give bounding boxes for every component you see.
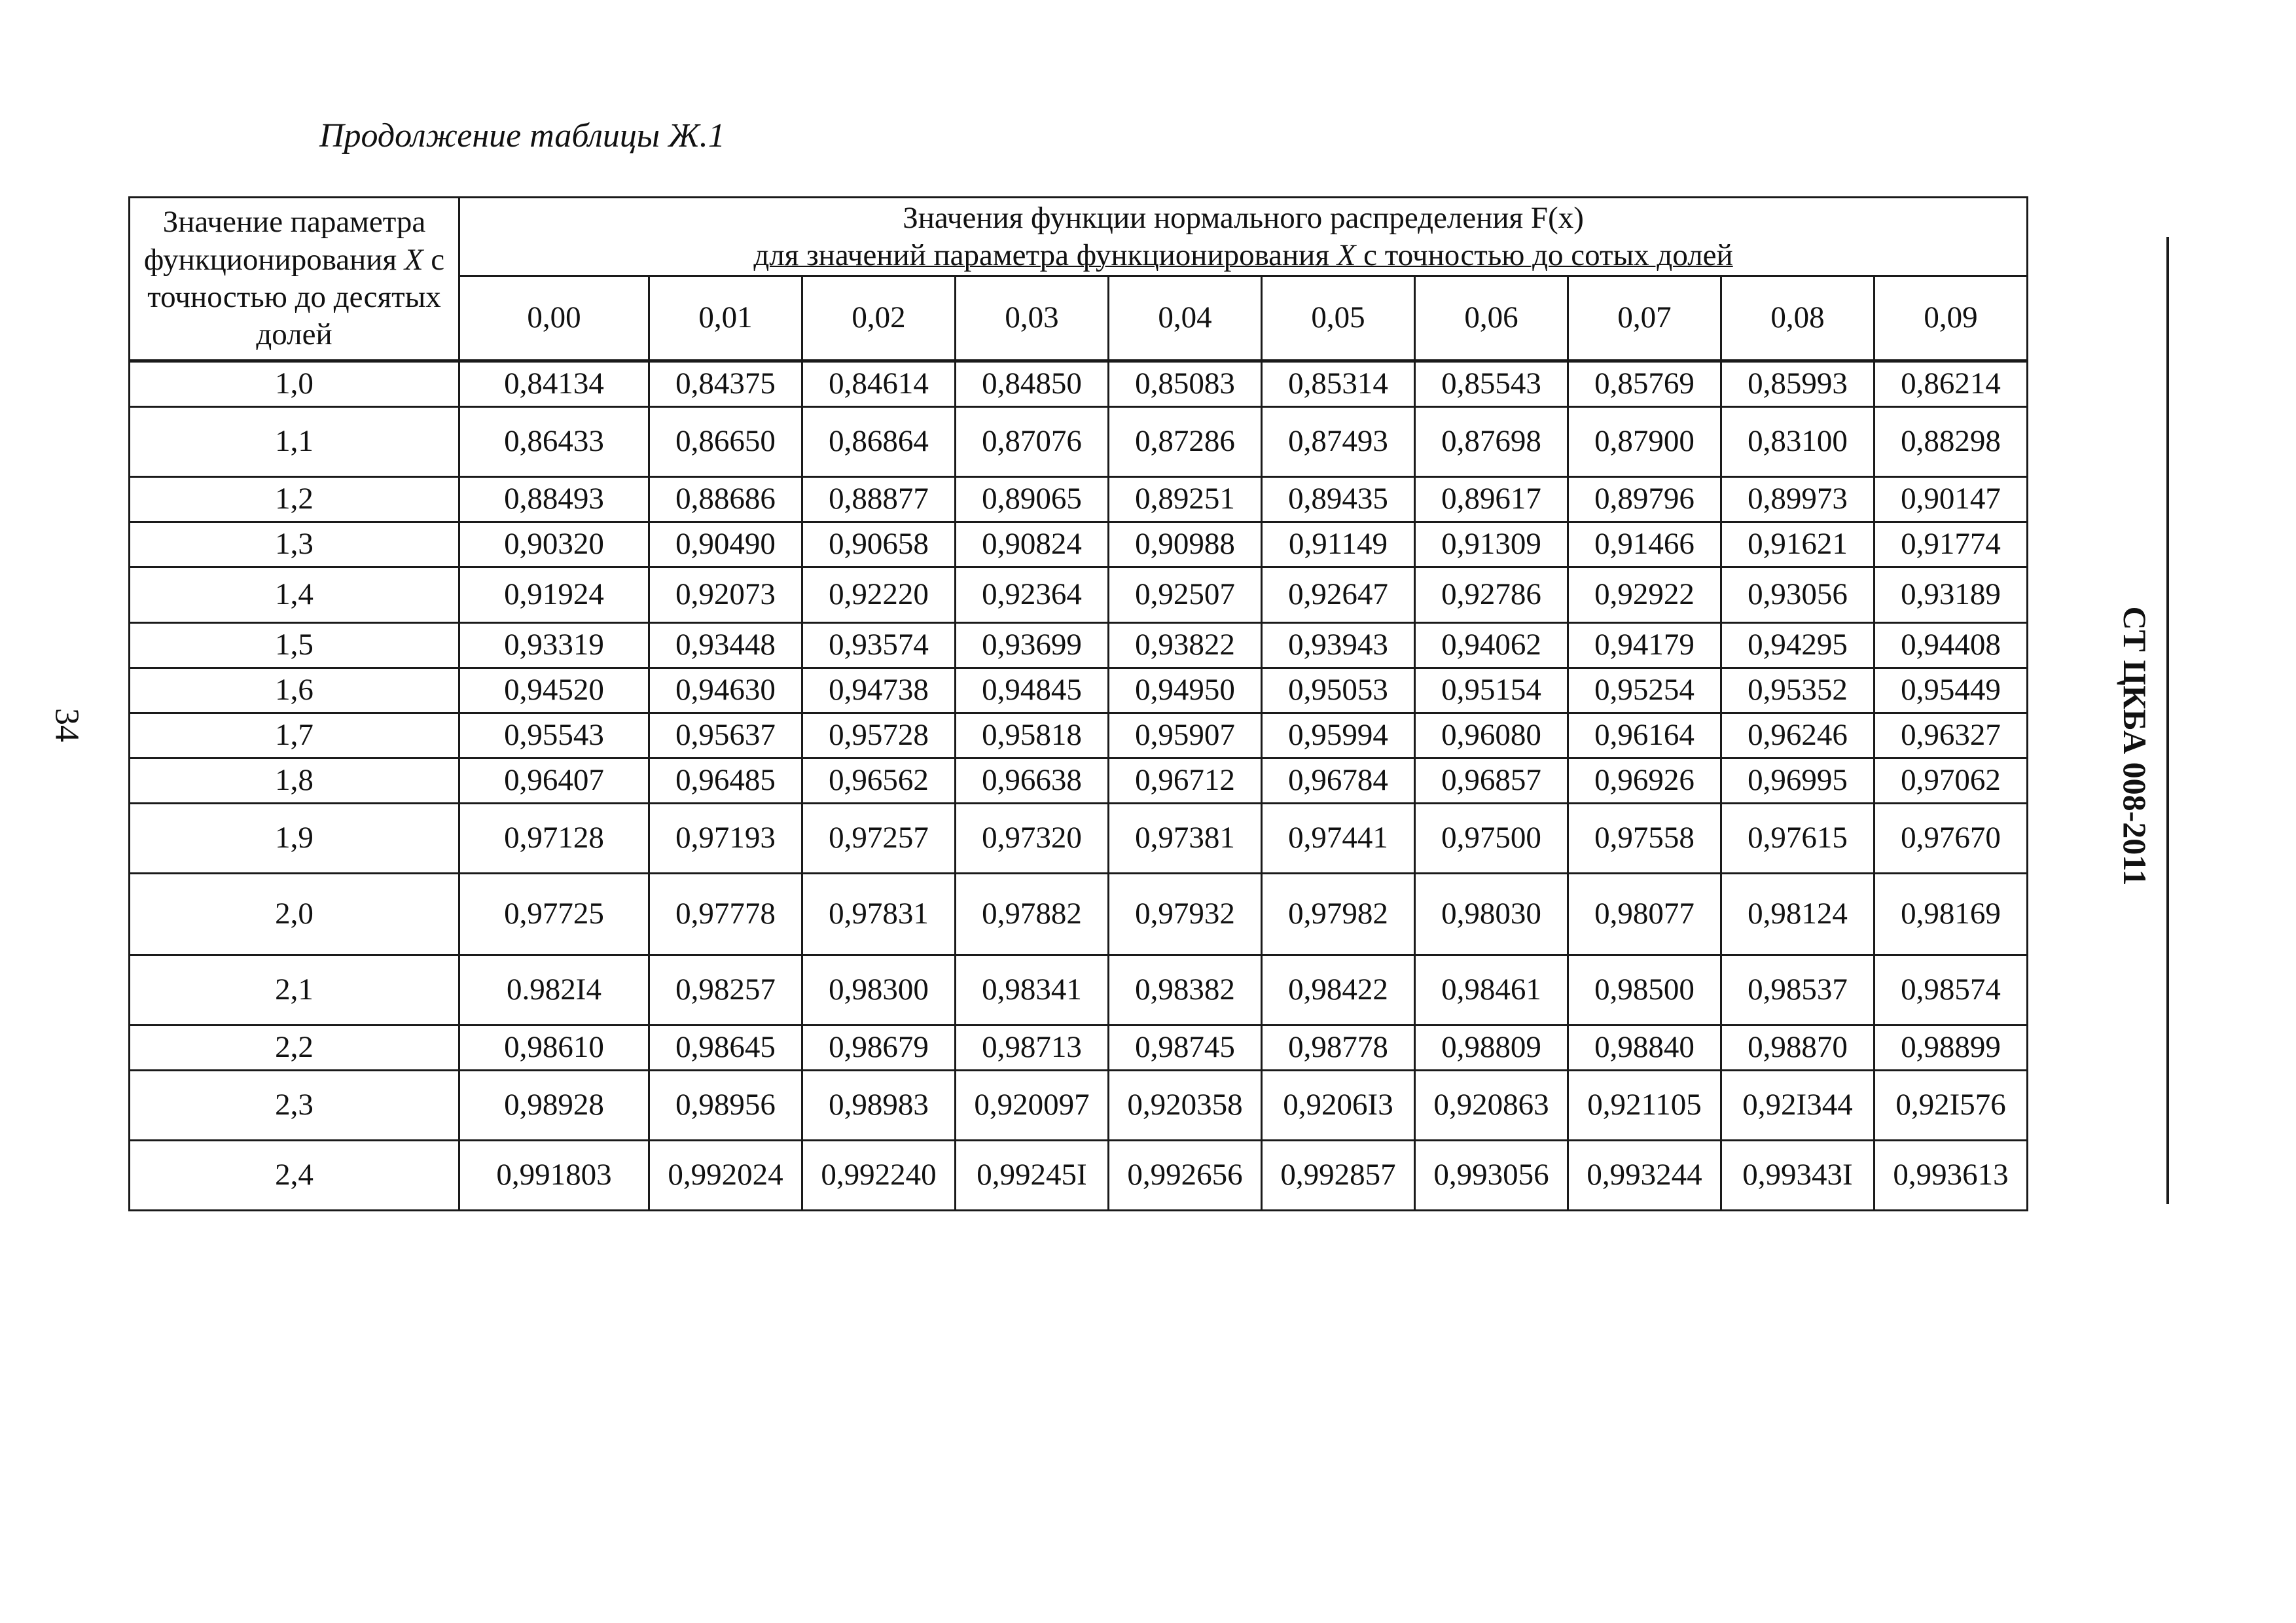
function-value-cell: 0,98422	[1262, 955, 1415, 1025]
function-value-cell: 0,83100	[1721, 406, 1874, 476]
function-value-cell: 0,97778	[649, 873, 802, 955]
function-value-cell: 0,97128	[459, 803, 649, 873]
table-row	[130, 803, 2028, 873]
function-value-cell: 0,98870	[1721, 1025, 1874, 1070]
parameter-x-cell: 1,7	[130, 713, 459, 758]
function-value-cell: 0,85993	[1721, 361, 1874, 406]
function-value-cell: 0,96562	[802, 758, 956, 803]
function-value-cell: 0,84134	[459, 361, 649, 406]
function-value-cell: 0,93943	[1262, 622, 1415, 668]
function-value-cell: 0,98124	[1721, 873, 1874, 955]
function-value-cell: 0,85083	[1109, 361, 1262, 406]
function-value-cell: 0,9206I3	[1262, 1070, 1415, 1140]
function-value-cell: 0,91774	[1874, 522, 2028, 567]
function-value-cell: 0,98257	[649, 955, 802, 1025]
group-header-line-1: Значения функции нормального распределения F(x)	[903, 201, 1584, 235]
function-value-cell: 0,93319	[459, 622, 649, 668]
function-value-cell: 0,92I344	[1721, 1070, 1874, 1140]
function-value-cell: 0,91149	[1262, 522, 1415, 567]
document-code: СТ ЦКБА 008-2011	[2117, 606, 2153, 886]
function-value-cell: 0,87286	[1109, 406, 1262, 476]
table-row	[130, 873, 2028, 955]
function-value-cell: 0,87698	[1415, 406, 1568, 476]
function-value-cell: 0,95907	[1109, 713, 1262, 758]
function-value-cell: 0,84614	[802, 361, 956, 406]
function-value-cell: 0,92I576	[1874, 1070, 2028, 1140]
parameter-x-cell: 1,6	[130, 668, 459, 713]
function-value-cell: 0,95053	[1262, 668, 1415, 713]
function-value-cell: 0,97670	[1874, 803, 2028, 873]
table-row	[130, 758, 2028, 803]
function-value-cell: 0,993613	[1874, 1140, 2028, 1210]
function-value-cell: 0,920863	[1415, 1070, 1568, 1140]
function-value-cell: 0,97381	[1109, 803, 1262, 873]
column-header-hundredths: 0,01	[649, 276, 802, 361]
function-value-cell: 0,97982	[1262, 873, 1415, 955]
function-value-cell: 0,97831	[802, 873, 956, 955]
table-row	[130, 522, 2028, 567]
function-value-cell: 0,96407	[459, 758, 649, 803]
function-value-cell: 0.982I4	[459, 955, 649, 1025]
function-value-cell: 0,97441	[1262, 803, 1415, 873]
function-value-cell: 0,99245I	[956, 1140, 1109, 1210]
table-row	[130, 361, 2028, 406]
function-value-cell: 0,88298	[1874, 406, 2028, 476]
table-row	[130, 476, 2028, 522]
function-value-cell: 0,96246	[1721, 713, 1874, 758]
function-value-cell: 0,993056	[1415, 1140, 1568, 1210]
column-header-hundredths: 0,08	[1721, 276, 1874, 361]
normal-distribution-table	[128, 196, 2028, 1211]
function-value-cell: 0,98461	[1415, 955, 1568, 1025]
function-value-cell: 0,98610	[459, 1025, 649, 1070]
function-value-cell: 0,89973	[1721, 476, 1874, 522]
function-value-cell: 0,89617	[1415, 476, 1568, 522]
function-value-cell: 0,97257	[802, 803, 956, 873]
parameter-x-cell: 2,2	[130, 1025, 459, 1070]
function-value-cell: 0,95449	[1874, 668, 2028, 713]
parameter-x-cell: 1,2	[130, 476, 459, 522]
function-value-cell: 0,93822	[1109, 622, 1262, 668]
parameter-x-cell: 2,4	[130, 1140, 459, 1210]
function-value-cell: 0,91621	[1721, 522, 1874, 567]
function-value-cell: 0,992024	[649, 1140, 802, 1210]
function-value-cell: 0,86650	[649, 406, 802, 476]
function-value-cell: 0,89435	[1262, 476, 1415, 522]
function-value-cell: 0,95994	[1262, 713, 1415, 758]
margin-rule	[2166, 237, 2169, 1204]
function-value-cell: 0,94295	[1721, 622, 1874, 668]
function-value-cell: 0,96712	[1109, 758, 1262, 803]
function-value-cell: 0,92364	[956, 567, 1109, 622]
function-value-cell: 0,90988	[1109, 522, 1262, 567]
function-value-cell: 0,86214	[1874, 361, 2028, 406]
function-value-cell: 0,86864	[802, 406, 956, 476]
function-value-cell: 0,96995	[1721, 758, 1874, 803]
column-header-hundredths: 0,06	[1415, 276, 1568, 361]
function-value-cell: 0,91924	[459, 567, 649, 622]
function-value-cell: 0,87076	[956, 406, 1109, 476]
function-value-cell: 0,84375	[649, 361, 802, 406]
function-value-cell: 0,98809	[1415, 1025, 1568, 1070]
function-value-cell: 0,94630	[649, 668, 802, 713]
function-value-cell: 0,94845	[956, 668, 1109, 713]
column-header-hundredths: 0,03	[956, 276, 1109, 361]
function-value-cell: 0,90147	[1874, 476, 2028, 522]
function-value-cell: 0,90320	[459, 522, 649, 567]
group-header-text-1: для значений параметра функционирования	[753, 238, 1337, 273]
function-value-cell: 0,86433	[459, 406, 649, 476]
function-value-cell: 0,87900	[1568, 406, 1721, 476]
column-header-hundredths: 0,07	[1568, 276, 1721, 361]
function-value-cell: 0,97615	[1721, 803, 1874, 873]
function-value-cell: 0,992656	[1109, 1140, 1262, 1210]
function-value-cell: 0,993244	[1568, 1140, 1721, 1210]
column-header-hundredths: 0,00	[459, 276, 649, 361]
function-value-cell: 0,85769	[1568, 361, 1721, 406]
function-value-cell: 0,95728	[802, 713, 956, 758]
function-value-cell: 0,92922	[1568, 567, 1721, 622]
parameter-x-cell: 1,1	[130, 406, 459, 476]
function-value-cell: 0,97062	[1874, 758, 2028, 803]
column-header-hundredths: 0,02	[802, 276, 956, 361]
function-value-cell: 0,98341	[956, 955, 1109, 1025]
function-value-cell: 0,98956	[649, 1070, 802, 1140]
function-value-cell: 0,96857	[1415, 758, 1568, 803]
table-row	[130, 1025, 2028, 1070]
function-value-cell: 0,92220	[802, 567, 956, 622]
function-value-cell: 0,96638	[956, 758, 1109, 803]
function-value-cell: 0,920097	[956, 1070, 1109, 1140]
function-value-cell: 0,97500	[1415, 803, 1568, 873]
function-value-cell: 0,97558	[1568, 803, 1721, 873]
function-value-cell: 0,90490	[649, 522, 802, 567]
function-value-cell: 0,98300	[802, 955, 956, 1025]
function-value-cell: 0,921105	[1568, 1070, 1721, 1140]
table-row	[130, 406, 2028, 476]
function-value-cell: 0,94738	[802, 668, 956, 713]
function-value-cell: 0,89065	[956, 476, 1109, 522]
function-value-cell: 0,991803	[459, 1140, 649, 1210]
function-value-cell: 0,98928	[459, 1070, 649, 1140]
function-value-cell: 0,95352	[1721, 668, 1874, 713]
function-value-cell: 0,98745	[1109, 1025, 1262, 1070]
table-row	[130, 713, 2028, 758]
function-value-cell: 0,91466	[1568, 522, 1721, 567]
function-value-cell: 0,97932	[1109, 873, 1262, 955]
function-value-cell: 0,96327	[1874, 713, 2028, 758]
column-header-hundredths: 0,05	[1262, 276, 1415, 361]
function-value-cell: 0,98983	[802, 1070, 956, 1140]
function-value-cell: 0,97320	[956, 803, 1109, 873]
function-value-cell: 0,96164	[1568, 713, 1721, 758]
function-value-cell: 0,98169	[1874, 873, 2028, 955]
table-continuation-caption: Продолжение таблицы Ж.1	[319, 117, 725, 154]
function-value-cell: 0,93699	[956, 622, 1109, 668]
function-value-cell: 0,96784	[1262, 758, 1415, 803]
function-value-cell: 0,97725	[459, 873, 649, 955]
parameter-x-cell: 1,8	[130, 758, 459, 803]
function-value-cell: 0,96485	[649, 758, 802, 803]
table-row	[130, 622, 2028, 668]
parameter-column-header	[130, 198, 459, 361]
function-value-cell: 0,89796	[1568, 476, 1721, 522]
function-value-cell: 0,88877	[802, 476, 956, 522]
function-value-cell: 0,92507	[1109, 567, 1262, 622]
function-value-cell: 0,920358	[1109, 1070, 1262, 1140]
function-value-cell: 0,94950	[1109, 668, 1262, 713]
parameter-header-x: X	[404, 242, 423, 277]
function-value-cell: 0,94062	[1415, 622, 1568, 668]
parameter-x-cell: 1,4	[130, 567, 459, 622]
function-value-cell: 0,98899	[1874, 1025, 2028, 1070]
function-value-cell: 0,98574	[1874, 955, 2028, 1025]
parameter-x-cell: 2,3	[130, 1070, 459, 1140]
function-value-cell: 0,89251	[1109, 476, 1262, 522]
column-header-hundredths: 0,09	[1874, 276, 2028, 361]
function-value-cell: 0,87493	[1262, 406, 1415, 476]
table-row	[130, 567, 2028, 622]
function-value-cell: 0,88686	[649, 476, 802, 522]
function-value-cell: 0,96080	[1415, 713, 1568, 758]
function-value-cell: 0,98713	[956, 1025, 1109, 1070]
function-value-cell: 0,98500	[1568, 955, 1721, 1025]
parameter-x-cell: 2,1	[130, 955, 459, 1025]
function-value-cell: 0,98030	[1415, 873, 1568, 955]
function-value-cell: 0,97882	[956, 873, 1109, 955]
function-value-cell: 0,94408	[1874, 622, 2028, 668]
function-value-cell: 0,992240	[802, 1140, 956, 1210]
table-body	[130, 361, 2028, 1210]
group-header-text-2: с точностью до сотых долей	[1355, 238, 1733, 273]
function-value-cell: 0,94179	[1568, 622, 1721, 668]
function-value-cell: 0,98679	[802, 1025, 956, 1070]
parameter-x-cell: 1,9	[130, 803, 459, 873]
function-value-cell: 0,85314	[1262, 361, 1415, 406]
function-value-cell: 0,96926	[1568, 758, 1721, 803]
function-value-cell: 0,99343I	[1721, 1140, 1874, 1210]
function-value-cell: 0,90824	[956, 522, 1109, 567]
parameter-x-cell: 2,0	[130, 873, 459, 955]
function-value-cell: 0,93056	[1721, 567, 1874, 622]
function-value-cell: 0,98778	[1262, 1025, 1415, 1070]
function-values-group-header	[459, 198, 2028, 276]
function-value-cell: 0,98077	[1568, 873, 1721, 955]
parameter-header-text-2: с точностью до десятых долей	[147, 242, 445, 352]
normal-distribution-table-container	[128, 196, 2026, 1211]
function-value-cell: 0,92786	[1415, 567, 1568, 622]
function-value-cell: 0,95543	[459, 713, 649, 758]
function-value-cell: 0,93574	[802, 622, 956, 668]
table-row	[130, 955, 2028, 1025]
function-value-cell: 0,88493	[459, 476, 649, 522]
function-value-cell: 0,95254	[1568, 668, 1721, 713]
function-value-cell: 0,95818	[956, 713, 1109, 758]
function-value-cell: 0,97193	[649, 803, 802, 873]
function-value-cell: 0,91309	[1415, 522, 1568, 567]
function-value-cell: 0,92647	[1262, 567, 1415, 622]
function-value-cell: 0,98645	[649, 1025, 802, 1070]
parameter-x-cell: 1,0	[130, 361, 459, 406]
page-number: 34	[48, 708, 86, 742]
function-value-cell: 0,93189	[1874, 567, 2028, 622]
table-row	[130, 1140, 2028, 1210]
function-value-cell: 0,98382	[1109, 955, 1262, 1025]
function-value-cell: 0,92073	[649, 567, 802, 622]
table-row	[130, 1070, 2028, 1140]
function-value-cell: 0,95154	[1415, 668, 1568, 713]
group-header-x: X	[1336, 238, 1356, 273]
group-header-line-2	[464, 237, 2022, 274]
function-value-cell: 0,94520	[459, 668, 649, 713]
function-value-cell: 0,98840	[1568, 1025, 1721, 1070]
function-value-cell: 0,98537	[1721, 955, 1874, 1025]
function-value-cell: 0,992857	[1262, 1140, 1415, 1210]
function-value-cell: 0,90658	[802, 522, 956, 567]
function-value-cell: 0,93448	[649, 622, 802, 668]
function-value-cell: 0,95637	[649, 713, 802, 758]
table-row	[130, 668, 2028, 713]
parameter-x-cell: 1,5	[130, 622, 459, 668]
parameter-header-text-1: Значение параметра функционирования	[143, 205, 426, 277]
column-header-hundredths: 0,04	[1109, 276, 1262, 361]
parameter-x-cell: 1,3	[130, 522, 459, 567]
function-value-cell: 0,85543	[1415, 361, 1568, 406]
function-value-cell: 0,84850	[956, 361, 1109, 406]
